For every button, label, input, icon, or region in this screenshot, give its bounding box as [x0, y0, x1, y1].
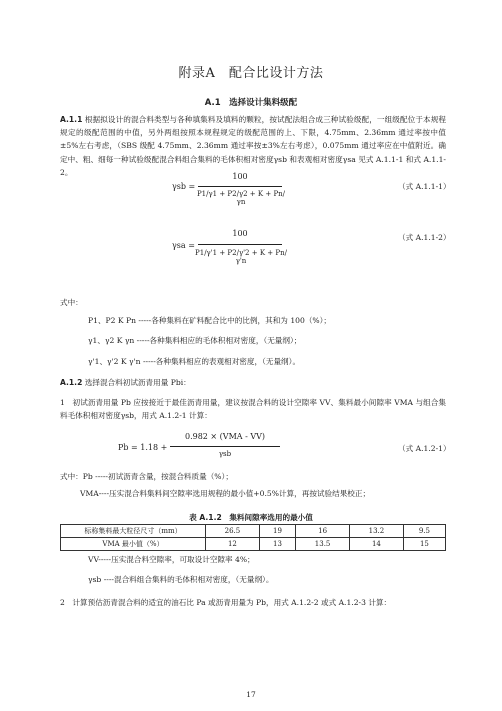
eq2-lhs: γsa = — [172, 241, 195, 250]
eq2-fraction-bar — [198, 244, 282, 245]
eq3-fraction-bar — [170, 446, 280, 447]
page-number: 17 — [246, 690, 256, 699]
table-cell: VMA 最小值（%） — [61, 538, 206, 551]
definition-pb: 式中：Pb -----初试沥青含量，按混合料质量（%）； — [60, 472, 233, 481]
definition-p: P1、P2 K Pn -----各种集料在矿料配合比中的比例，其和为 100（%）； — [88, 316, 332, 325]
table-cell: 标称集料最大粒径尺寸（mm） — [61, 525, 206, 538]
eq1-number: （式 A.1.1-1） — [398, 182, 451, 191]
appendix-title: 附录A 配合比设计方法 — [178, 66, 324, 81]
table-cell: 26.5 — [206, 525, 260, 538]
paragraph-a11 — [60, 113, 446, 179]
clause-text: 根据拟设计的混合料类型与各种填集料及填料的颗粒，按试配法组合成三种试验级配，一组级配位于本规程规定的级配范围的中值，另外两组按照本规程规定的级配范围的上、下限，4.75mm、2.36mm 通过率按中值±5%左右考虑，（SBS 级配 4.75mm、2.36mm 通过率按±3%左右考虑），0.075mm 通过率应在中值附近。确定中、粗、细每一种试验级配混合料组合集料的毛体积相对密度γsb 和表观相对密度γsa 见式 A.1.1-1 和式 A.1.1-2。 — [60, 115, 446, 177]
definition-vv: VV-----压实混合料空隙率，可取设计空隙率 4%； — [88, 555, 255, 564]
clause-number: A.1.2 — [60, 378, 83, 387]
eq3-number: （式 A.1.2-1） — [398, 444, 451, 453]
paragraph-a12 — [60, 376, 446, 389]
table-cell: 13.5 — [296, 538, 350, 551]
eq1-denominator: P1/γ1 + P2/γ2 + K + Pn/γn — [196, 190, 286, 206]
clause-number: A.1.1 — [60, 115, 83, 124]
section-heading-a1: A.1 选择设计集料级配 — [204, 98, 298, 108]
table-row — [61, 538, 446, 551]
definition-vma: VMA----压实混合料集料间空隙率选用规程的最小值+0.5%计算，再按试验结果校正； — [80, 489, 371, 498]
definition-gamma-sb: γsb ----混合料组合集料的毛体积相对密度，（无量纲）。 — [88, 575, 274, 584]
eq3-numerator: 0.982 × (VMA - VV) — [184, 432, 266, 441]
table-cell: 13 — [259, 538, 295, 551]
paragraph-item-2: 2 计算预估沥青混合料的适宜的油石比 Pa 或沥青用量为 Pb，用式 A.1.2-2 或式 A.1.2-3 计算： — [60, 598, 392, 607]
table-row — [61, 525, 446, 538]
definition-gamma: γ1、γ2 K γn -----各种集料相应的毛体积相对密度，（无量纲）； — [88, 336, 302, 345]
eq2-numerator: 100 — [232, 229, 248, 238]
clause-text: 选择混合料初试沥青用量 Pbi： — [84, 378, 191, 387]
eq3-lhs: Pb = 1.18 + — [118, 443, 168, 452]
eq3-denominator: γsb — [218, 450, 232, 458]
where-label: 式中： — [60, 298, 83, 307]
paragraph-item-1: 1 初试沥青用量 Pb 应按接近于最佳沥青用量，建议按混合料的设计空隙率 VV、集料最小间隙率 VMA 与组合集料毛体积相对密度γsb，用式 A.1.2-1 计算： — [60, 398, 446, 421]
definition-gamma-prime: γ'1、γ'2 K γ'n -----各种集料相应的表观相对密度，（无量纲）。 — [88, 357, 301, 366]
table-cell: 15 — [403, 538, 445, 551]
vma-table — [60, 524, 446, 551]
table-caption: 表 A.1.2 集料间隙率选用的最小值 — [189, 513, 313, 522]
eq2-denominator: P1/γ'1 + P2/γ'2 + K + Pn/γ'n — [195, 249, 287, 265]
eq1-numerator: 100 — [232, 172, 248, 181]
table-cell: 13.2 — [350, 525, 404, 538]
eq1-fraction-bar — [198, 186, 282, 187]
table-cell: 19 — [259, 525, 295, 538]
eq2-number: （式 A.1.1-2） — [398, 233, 451, 242]
table-cell: 12 — [206, 538, 260, 551]
table-cell: 16 — [296, 525, 350, 538]
table-cell: 9.5 — [403, 525, 445, 538]
table-cell: 14 — [350, 538, 404, 551]
eq1-lhs: γsb = — [172, 182, 196, 191]
